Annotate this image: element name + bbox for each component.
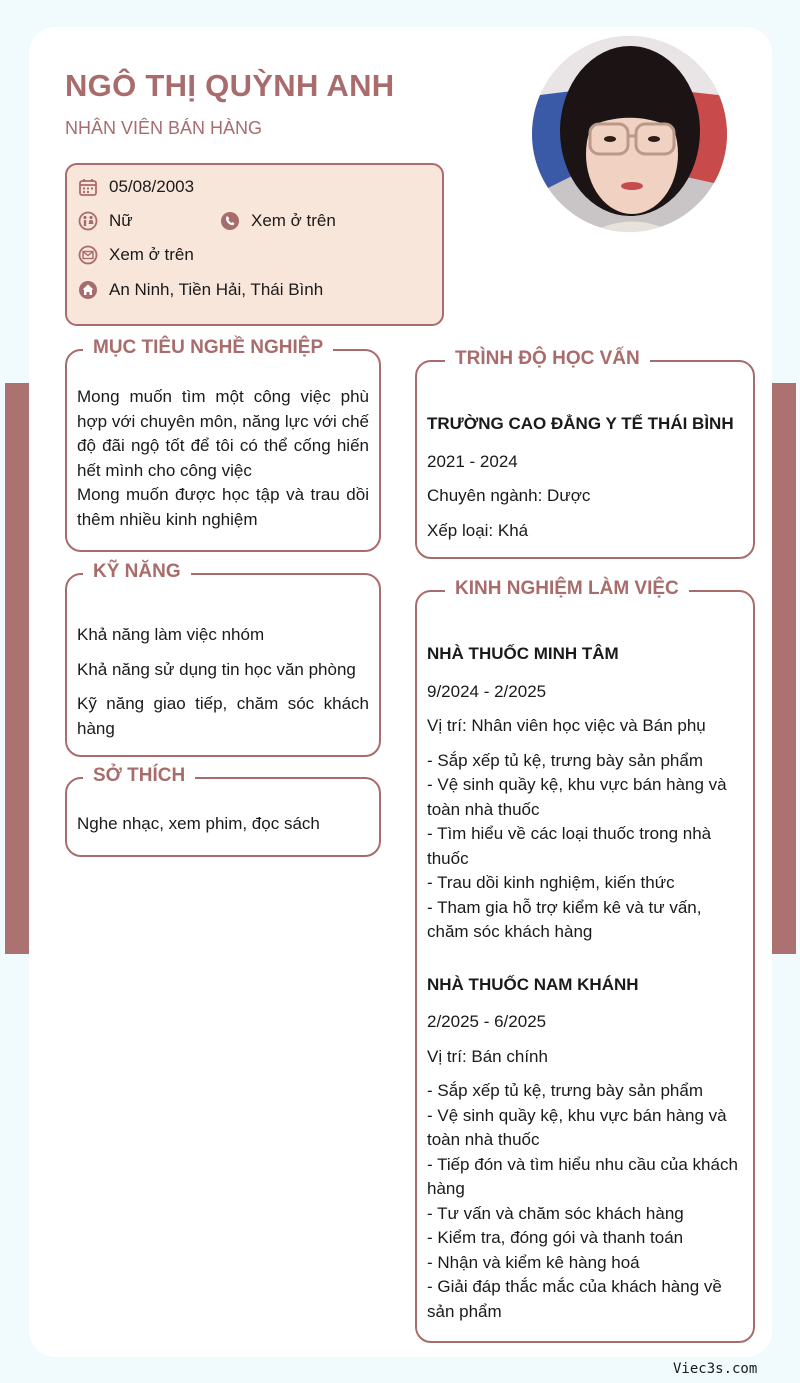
objective-body xyxy=(77,385,369,532)
duty-item: - Vệ sinh quầy kệ, khu vực bán hàng và toàn nhà thuốc xyxy=(427,1105,727,1149)
phone-value: Xem ở trên xyxy=(251,211,336,230)
phone-row xyxy=(220,211,336,231)
skills-title: KỸ NĂNG xyxy=(83,561,191,583)
job-position: Vị trí: Bán chính xyxy=(427,1046,548,1066)
education-body xyxy=(427,412,743,543)
gender-value: Nữ xyxy=(109,211,133,230)
email-row xyxy=(78,245,194,265)
mail-icon xyxy=(78,245,98,265)
duty-item: - Nhận và kiểm kê hàng hoá xyxy=(427,1252,640,1272)
objective-title: MỤC TIÊU NGHỀ NGHIỆP xyxy=(83,337,333,359)
experience-body xyxy=(427,642,743,1324)
left-accent-bar xyxy=(5,383,29,954)
address-value: An Ninh, Tiền Hải, Thái Bình xyxy=(109,280,324,299)
watermark: Viec3s.com xyxy=(673,1361,758,1377)
birthday-value: 05/08/2003 xyxy=(109,177,195,196)
education-major: Chuyên ngành: Dược xyxy=(427,486,591,505)
skills-body xyxy=(77,623,369,741)
company-name: NHÀ THUỐC NAM KHÁNH xyxy=(427,974,639,994)
duty-item: - Tiếp đón và tìm hiểu nhu cầu của khách hàng xyxy=(427,1154,738,1198)
duty-item: - Sắp xếp tủ kệ, trưng bày sản phẩm xyxy=(427,750,703,770)
duty-item: - Giải đáp thắc mắc của khách hàng về sản phẩm xyxy=(427,1277,722,1321)
education-period: 2021 - 2024 xyxy=(427,451,518,471)
address-row xyxy=(78,280,323,300)
duty-item: - Tư vấn và chăm sóc khách hàng xyxy=(427,1203,684,1223)
objective-paragraph-2: Mong muốn được học tập và trau dồi thêm nhiều kinh nghiệm xyxy=(77,485,369,529)
objective-paragraph-1: Mong muốn tìm một công việc phù hợp với chuyên môn, năng lực với chế độ đãi ngộ tốt để tôi có thể cống hiến hết mình cho công việc xyxy=(77,387,369,480)
duty-item: - Tham gia hỗ trợ kiểm kê và tư vấn, chăm sóc khách hàng xyxy=(427,897,702,941)
candidate-name: NGÔ THỊ QUỲNH ANH xyxy=(65,68,395,103)
education-section xyxy=(415,348,755,559)
birthday-row xyxy=(78,177,194,197)
company-name: NHÀ THUỐC MINH TÂM xyxy=(427,644,619,663)
contact-info-box xyxy=(65,163,444,326)
school-name: TRƯỜNG CAO ĐẲNG Y TẾ THÁI BÌNH xyxy=(427,414,734,433)
experience-section xyxy=(415,578,755,1343)
hobbies-text: Nghe nhạc, xem phim, đọc sách xyxy=(77,814,320,833)
duty-item: - Tìm hiểu về các loại thuốc trong nhà thuốc xyxy=(427,824,712,868)
job-position: Vị trí: Nhân viên học việc và Bán phụ xyxy=(427,716,706,735)
email-value: Xem ở trên xyxy=(109,245,194,264)
duty-item: - Vệ sinh quầy kệ, khu vực bán hàng và toàn nhà thuốc xyxy=(427,775,727,819)
skills-section xyxy=(65,561,381,757)
calendar-icon xyxy=(78,177,98,197)
hobbies-title: SỞ THÍCH xyxy=(83,765,195,787)
skill-item: Khả năng sử dụng tin học văn phòng xyxy=(77,659,356,679)
skill-item: Kỹ năng giao tiếp, chăm sóc khách hàng xyxy=(77,694,369,738)
right-accent-bar xyxy=(772,383,796,954)
gender-icon xyxy=(78,211,98,231)
objective-section xyxy=(65,337,381,552)
hobbies-section xyxy=(65,765,381,857)
education-title: TRÌNH ĐỘ HỌC VẤN xyxy=(445,348,650,370)
job-period: 2/2025 - 6/2025 xyxy=(427,1012,547,1031)
duty-item: - Kiểm tra, đóng gói và thanh toán xyxy=(427,1228,684,1247)
phone-icon xyxy=(220,211,240,231)
duty-item: - Trau dồi kinh nghiệm, kiến thức xyxy=(427,873,675,892)
education-grade: Xếp loại: Khá xyxy=(427,520,529,540)
job-period: 9/2024 - 2/2025 xyxy=(427,681,547,701)
skill-item: Khả năng làm việc nhóm xyxy=(77,625,265,644)
experience-title: KINH NGHIỆM LÀM VIỆC xyxy=(445,578,689,600)
duty-item: - Sắp xếp tủ kệ, trưng bày sản phẩm xyxy=(427,1081,703,1100)
job-title: NHÂN VIÊN BÁN HÀNG xyxy=(65,118,263,138)
gender-row xyxy=(78,211,133,231)
home-icon xyxy=(78,280,98,300)
avatar xyxy=(532,36,727,232)
